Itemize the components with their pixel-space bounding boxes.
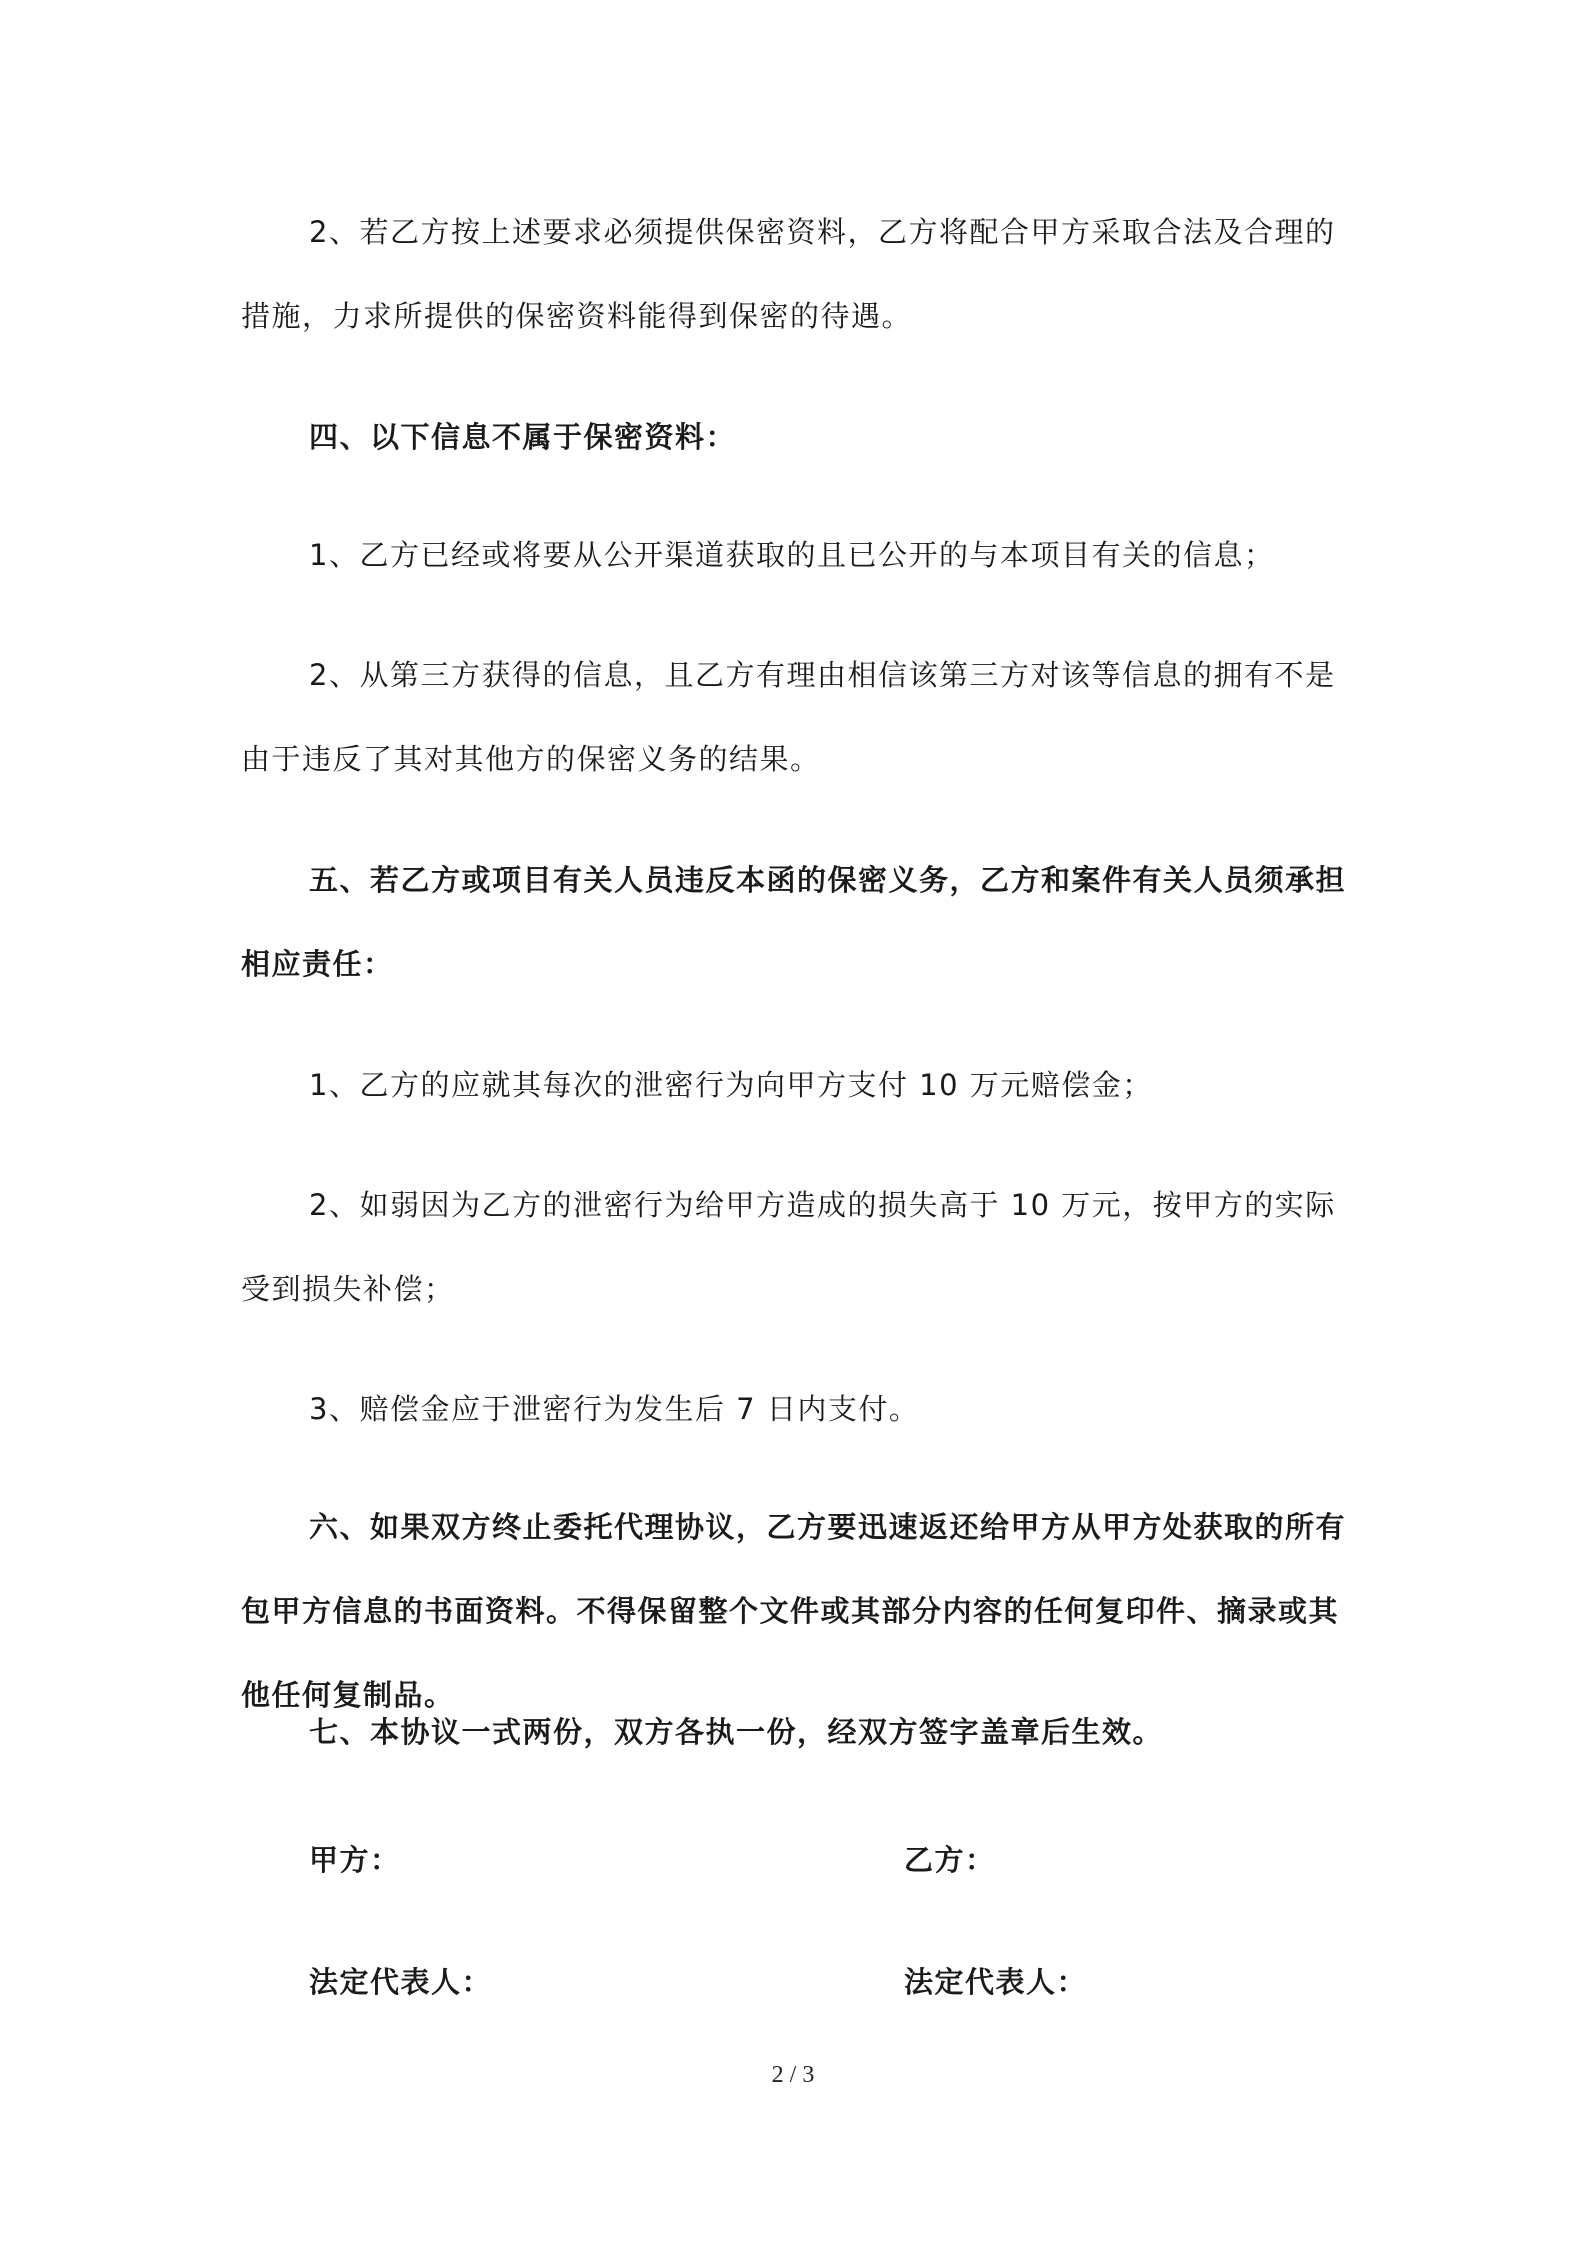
paragraph-clause-4-1: 1、乙方已经或将要从公开渠道获取的且已公开的与本项目有关的信息； (309, 538, 1275, 572)
paragraph-section-4-heading: 四、以下信息不属于保密资料： (309, 420, 737, 454)
page-number: 2 / 3 (771, 2062, 815, 2088)
paragraph-section-7: 七、本协议一式两份，双方各执一份，经双方签字盖章后生效。 (309, 1715, 1164, 1749)
party-a-label: 甲方： (309, 1843, 401, 1877)
paragraph-clause-3-2: 2、若乙方按上述要求必须提供保密资料，乙方将配合甲方采取合法及合理的措施，力求所提供的保密资料能得到保密的待遇。 (241, 215, 1336, 333)
party-a-representative-label: 法定代表人： (309, 1965, 493, 1999)
paragraph-clause-5-2: 2、如弱因为乙方的泄密行为给甲方造成的损失高于 10 万元，按甲方的实际受到损失补偿； (241, 1188, 1336, 1306)
paragraph-section-6: 六、如果双方终止委托代理协议，乙方要迅速返还给甲方从甲方处获取的所有包甲方信息的书面资料。不得保留整个文件或其部分内容的任何复印件、摘录或其他任何复制品。 (241, 1510, 1347, 1712)
paragraph-clause-5-1: 1、乙方的应就其每次的泄密行为向甲方支付 10 万元赔偿金； (309, 1068, 1153, 1102)
paragraph-section-5-heading: 五、若乙方或项目有关人员违反本函的保密义务，乙方和案件有关人员须承担相应责任： (241, 863, 1347, 981)
paragraph-clause-4-2: 2、从第三方获得的信息，且乙方有理由相信该第三方对该等信息的拥有不是由于违反了其对其他方的保密义务的结果。 (241, 658, 1336, 776)
party-b-label: 乙方： (904, 1843, 996, 1877)
party-b-representative-label: 法定代表人： (904, 1965, 1088, 1999)
paragraph-clause-5-3: 3、赔偿金应于泄密行为发生后 7 日内支付。 (309, 1392, 920, 1426)
